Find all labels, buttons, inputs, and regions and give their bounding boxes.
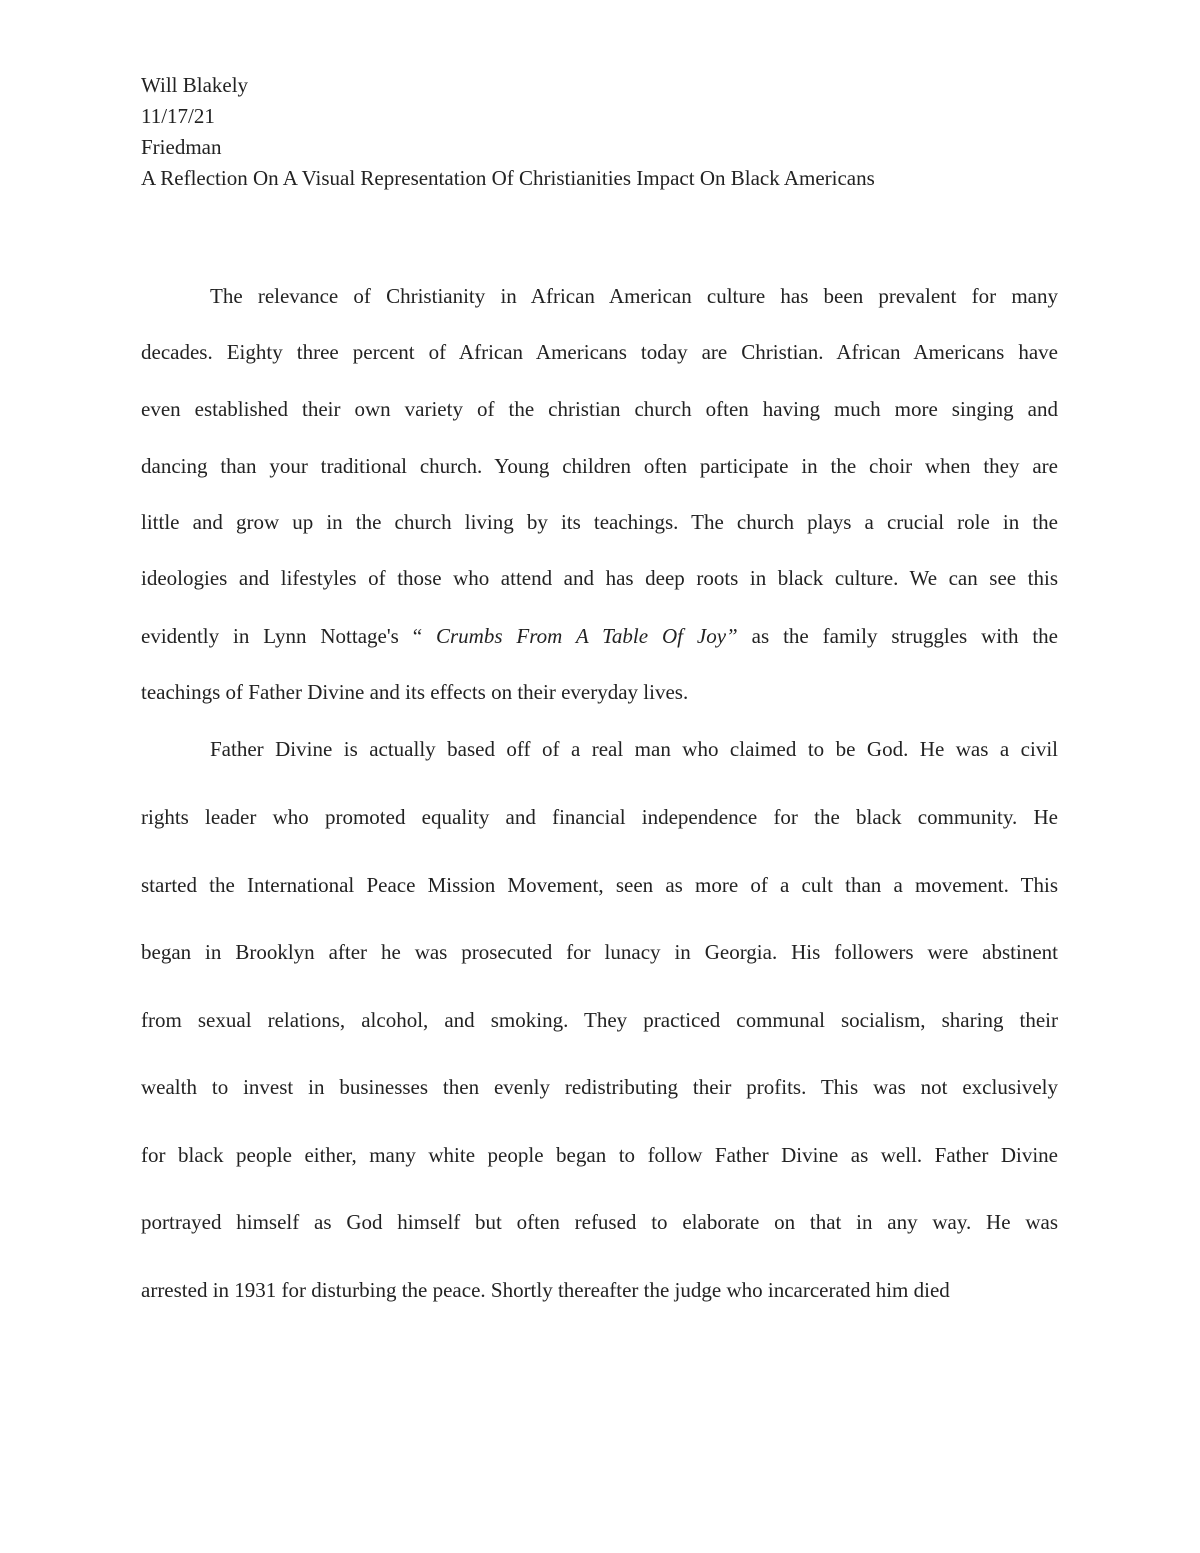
paragraph-1-line-5: little and grow up in the church living by its teachings. The church plays a crucial role in the <box>141 510 1058 534</box>
paragraph-2-line-6: wealth to invest in businesses then evenly redistributing their profits. This was not exclusively <box>141 1075 1058 1099</box>
line-7-post-text: as the family struggles with the <box>737 624 1059 648</box>
paragraph-1-line-7 <box>141 621 1058 651</box>
document-header <box>141 70 1071 194</box>
paragraph-1-line-3: even established their own variety of the christian church often having much more singing and <box>141 397 1058 421</box>
paragraph-2-line-1: Father Divine is actually based off of a real man who claimed to be God. He was a civil <box>210 737 1058 761</box>
paragraph-1-line-6: ideologies and lifestyles of those who attend and has deep roots in black culture. We can see this <box>141 566 1058 590</box>
paragraph-2-line-9: arrested in 1931 for disturbing the peace. Shortly thereafter the judge who incarcerated him died <box>141 1278 950 1302</box>
document-title: A Reflection On A Visual Representation Of Christianities Impact On Black Americans <box>141 166 875 190</box>
document-date: 11/17/21 <box>141 104 215 128</box>
paragraph-1-line-8: teachings of Father Divine and its effects on their everyday lives. <box>141 680 689 704</box>
line-7-pre-text: evidently in Lynn Nottage's “ <box>141 624 423 648</box>
play-title: Crumbs From A Table Of Joy” <box>422 624 738 648</box>
paragraph-2-line-3: started the International Peace Mission Movement, seen as more of a cult than a movement. This <box>141 873 1058 897</box>
paragraph-2-line-5: from sexual relations, alcohol, and smoking. They practiced communal socialism, sharing their <box>141 1008 1058 1032</box>
instructor-name: Friedman <box>141 135 222 159</box>
author-name: Will Blakely <box>141 73 249 97</box>
paragraph-1-line-1: The relevance of Christianity in African American culture has been prevalent for many <box>210 284 1058 308</box>
paragraph-1-line-4: dancing than your traditional church. Young children often participate in the choir when they are <box>141 454 1058 478</box>
paragraph-1-line-2: decades. Eighty three percent of African Americans today are Christian. African Americans have <box>141 340 1058 364</box>
paragraph-2-line-2: rights leader who promoted equality and financial independence for the black community. He <box>141 805 1058 829</box>
paragraph-2-line-4: began in Brooklyn after he was prosecuted for lunacy in Georgia. His followers were abstinent <box>141 940 1058 964</box>
paragraph-2-line-8: portrayed himself as God himself but often refused to elaborate on that in any way. He was <box>141 1210 1058 1234</box>
paragraph-2-line-7: for black people either, many white people began to follow Father Divine as well. Father Divine <box>141 1143 1058 1167</box>
